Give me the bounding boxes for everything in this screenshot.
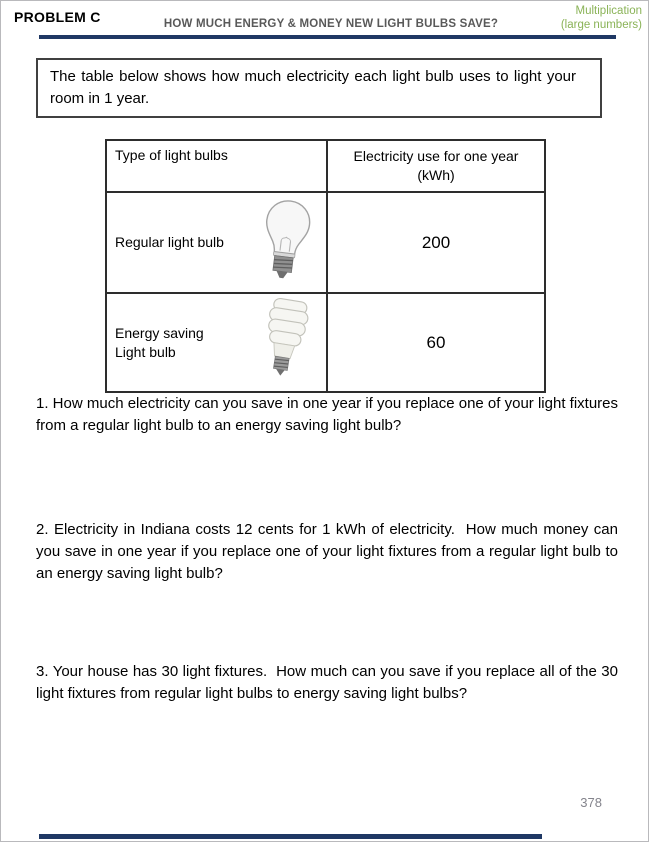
question-2: 2. Electricity in Indiana costs 12 cents for 1 kWh of electricity. How much money can you save in one year if you replace one of your light fixtures from a regular light bulb to an energy saving light bulb? — [36, 521, 618, 582]
incandescent-bulb-icon — [258, 197, 314, 288]
cfl-spiral-bulb-icon — [256, 298, 314, 387]
table-header-row — [106, 140, 545, 192]
kwh-value-regular: 200 — [327, 192, 545, 293]
question-3: 3. Your house has 30 light fixtures. How much can you save if you replace all of the 30 light fixtures from regular light bulbs to energy saving light bulbs? — [36, 663, 618, 702]
question-1: 1. How much electricity can you save in one year if you replace one of your light fixtures from a regular light bulb to an energy saving light bulb? — [36, 395, 618, 434]
footer-rule — [39, 834, 542, 839]
topic-line-2: (large numbers) — [560, 19, 642, 31]
electricity-table — [105, 139, 546, 393]
table-row — [106, 293, 545, 392]
bulb-type-label: Regular light bulb — [115, 234, 224, 250]
topic-line-1: Multiplication — [575, 5, 642, 17]
page-title: HOW MUCH ENERGY & MONEY NEW LIGHT BULBS SAVE? — [163, 18, 499, 30]
bulb-type-label: Energy saving Light bulb — [115, 324, 204, 360]
table-row — [106, 192, 545, 293]
column-header-type: Type of light bulbs — [106, 140, 327, 192]
topic-tag — [561, 4, 642, 32]
column-header-kwh: Electricity use for one year (kWh) — [327, 140, 545, 192]
intro-text-box: The table below shows how much electricity each light bulb uses to light your room in 1 year. — [36, 58, 602, 118]
kwh-value-energy-saving: 60 — [327, 293, 545, 392]
problem-label: PROBLEM C — [14, 9, 101, 25]
header-rule — [39, 35, 616, 39]
page-number: 378 — [580, 795, 602, 810]
